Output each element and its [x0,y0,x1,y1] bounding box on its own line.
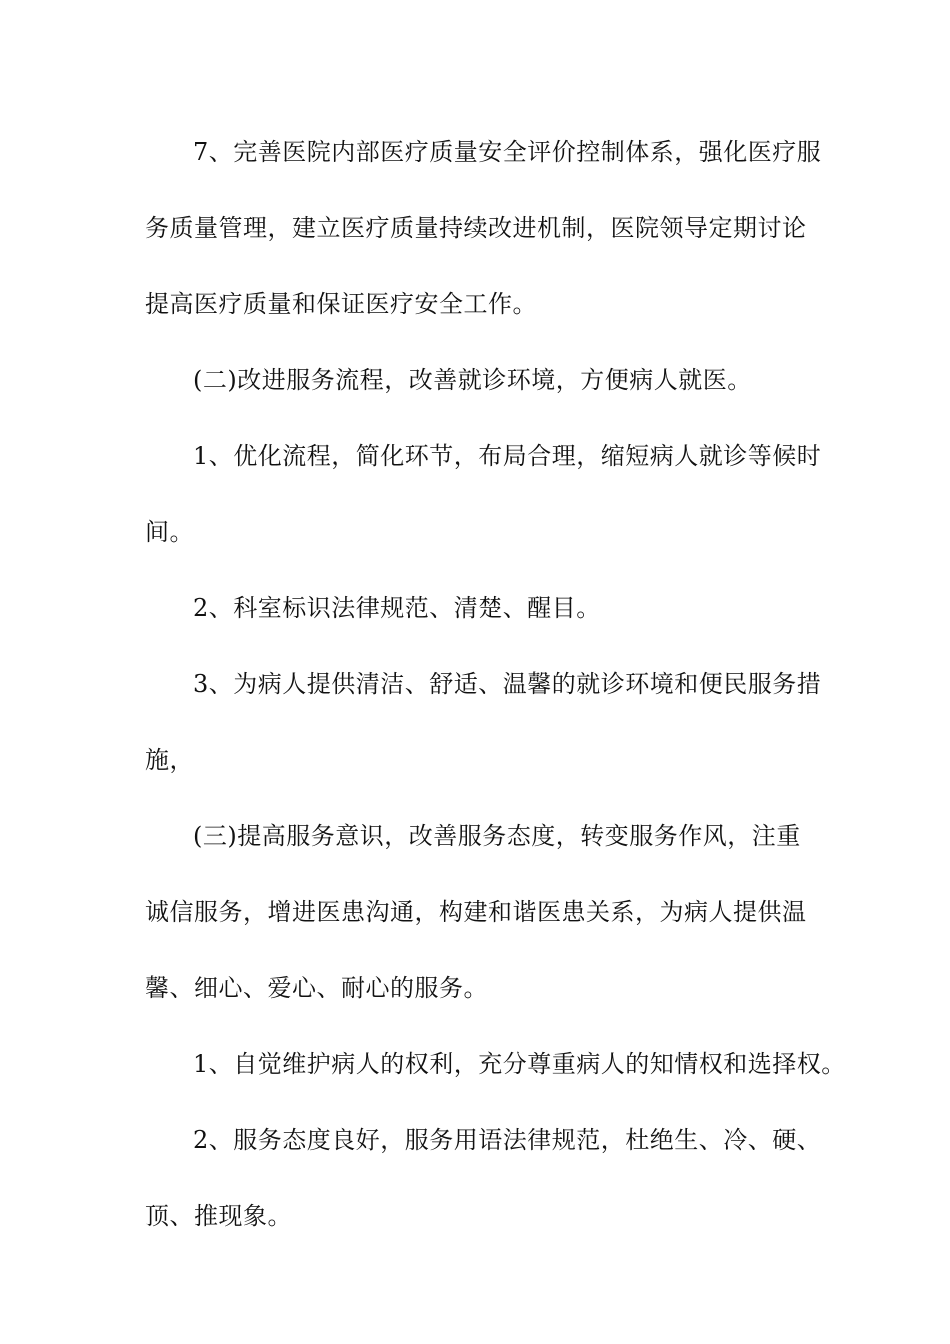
section-heading-3-end: 馨、细心、爱心、耐心的服务。 [145,974,488,1002]
section-heading-3-cont: 诚信服务，增进医患沟通，构建和谐医患关系，为病人提供温 [145,898,807,926]
section-heading-3-start: (三)提高服务意识，改善服务态度，转变服务作风，注重 [193,822,801,850]
paragraph-line-item7-cont: 务质量管理，建立医疗质量持续改进机制，医院领导定期讨论 [145,214,807,242]
paragraph-line-2-2: 2、科室标识法律规范、清楚、醒目。 [193,594,601,622]
paragraph-line-2-3-start: 3、为病人提供清洁、舒适、温馨的就诊环境和便民服务措 [193,670,822,698]
paragraph-line-2-3-end: 施， [145,746,194,774]
paragraph-line-3-2-start: 2、服务态度良好，服务用语法律规范，杜绝生、冷、硬、 [193,1126,822,1154]
paragraph-line-2-1-end: 间。 [145,518,194,546]
paragraph-line-3-1: 1、自觉维护病人的权利，充分尊重病人的知情权和选择权。 [193,1050,846,1078]
paragraph-line-item7-end: 提高医疗质量和保证医疗安全工作。 [145,290,537,318]
paragraph-line-2-1-start: 1、优化流程，简化环节，布局合理，缩短病人就诊等候时 [193,442,822,470]
paragraph-line-item7-start: 7、完善医院内部医疗质量安全评价控制体系，强化医疗服 [193,138,822,166]
paragraph-line-3-2-end: 顶、推现象。 [145,1202,292,1230]
section-heading-2: (二)改进服务流程，改善就诊环境，方便病人就医。 [193,366,752,394]
